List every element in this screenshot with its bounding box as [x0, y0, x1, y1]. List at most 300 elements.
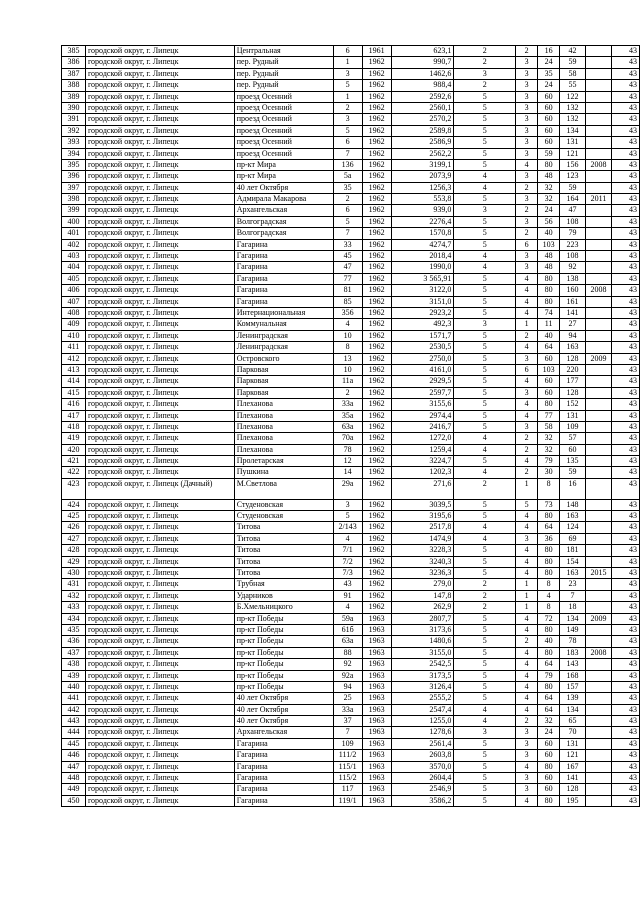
municipality-cell: городской округ, г. Липецк: [85, 194, 234, 205]
apartments-cell: 4: [538, 590, 560, 601]
house-number-cell: 92а: [333, 670, 362, 681]
street-cell: Гагарина: [234, 773, 333, 784]
area-cell: 1202,3: [391, 467, 454, 478]
floors-cell: 5: [454, 285, 516, 296]
row-number: 407: [62, 296, 86, 307]
value-cell: 43: [612, 353, 640, 364]
value-cell: 43: [612, 716, 640, 727]
street-cell: Плеханова: [234, 399, 333, 410]
table-row: [62, 716, 640, 727]
residents-cell: 183: [560, 647, 586, 658]
table-row: [62, 364, 640, 375]
row-number: 410: [62, 330, 86, 341]
row-number: 435: [62, 624, 86, 635]
floors-cell: 4: [454, 467, 516, 478]
build-year-cell: 1961: [362, 46, 391, 57]
area-cell: 271,6: [391, 478, 454, 499]
apartments-cell: 60: [538, 773, 560, 784]
house-number-cell: 2/143: [333, 522, 362, 533]
house-number-cell: 85: [333, 296, 362, 307]
area-cell: 3155,6: [391, 399, 454, 410]
row-number: 394: [62, 148, 86, 159]
municipality-cell: городской округ, г. Липецк: [85, 364, 234, 375]
floors-cell: 4: [454, 433, 516, 444]
entrances-cell: 3: [516, 387, 538, 398]
floors-cell: 5: [454, 545, 516, 556]
value-cell: 43: [612, 545, 640, 556]
residents-cell: 163: [560, 511, 586, 522]
area-cell: 1259,4: [391, 444, 454, 455]
build-year-cell: 1963: [362, 636, 391, 647]
table-row: [62, 704, 640, 715]
entrances-cell: 4: [516, 376, 538, 387]
residents-cell: 160: [560, 285, 586, 296]
repair-year-cell: [586, 636, 612, 647]
build-year-cell: 1962: [362, 522, 391, 533]
entrances-cell: 1: [516, 478, 538, 499]
street-cell: 40 лет Октября: [234, 182, 333, 193]
residents-cell: 128: [560, 387, 586, 398]
area-cell: 2073,9: [391, 171, 454, 182]
repair-year-cell: [586, 330, 612, 341]
build-year-cell: 1963: [362, 681, 391, 692]
value-cell: 43: [612, 125, 640, 136]
repair-year-cell: [586, 670, 612, 681]
street-cell: Ленинградская: [234, 342, 333, 353]
repair-year-cell: [586, 239, 612, 250]
street-cell: Гагарина: [234, 239, 333, 250]
house-number-cell: 7: [333, 148, 362, 159]
house-number-cell: 5а: [333, 171, 362, 182]
build-year-cell: 1962: [362, 376, 391, 387]
floors-cell: 5: [454, 159, 516, 170]
apartments-cell: 80: [538, 567, 560, 578]
residents-cell: 135: [560, 456, 586, 467]
floors-cell: 5: [454, 795, 516, 806]
build-year-cell: 1962: [362, 421, 391, 432]
street-cell: Титова: [234, 567, 333, 578]
area-cell: 2560,1: [391, 102, 454, 113]
entrances-cell: 4: [516, 511, 538, 522]
street-cell: 40 лет Октября: [234, 704, 333, 715]
floors-cell: 4: [454, 171, 516, 182]
apartments-cell: 64: [538, 522, 560, 533]
table-row: [62, 659, 640, 670]
repair-year-cell: 2009: [586, 353, 612, 364]
value-cell: 43: [612, 681, 640, 692]
floors-cell: 4: [454, 716, 516, 727]
row-number: 448: [62, 773, 86, 784]
house-number-cell: 29а: [333, 478, 362, 499]
entrances-cell: 2: [516, 636, 538, 647]
repair-year-cell: [586, 681, 612, 692]
area-cell: 2929,5: [391, 376, 454, 387]
street-cell: Студеновская: [234, 511, 333, 522]
residents-cell: 128: [560, 353, 586, 364]
apartments-cell: 80: [538, 159, 560, 170]
table-row: [62, 410, 640, 421]
municipality-cell: городской округ, г. Липецк: [85, 784, 234, 795]
repair-year-cell: [586, 533, 612, 544]
table-row: [62, 773, 640, 784]
value-cell: 43: [612, 704, 640, 715]
table-row: [62, 681, 640, 692]
row-number: 425: [62, 511, 86, 522]
area-cell: 1256,3: [391, 182, 454, 193]
area-cell: 2592,6: [391, 91, 454, 102]
house-number-cell: 5: [333, 80, 362, 91]
house-number-cell: 59а: [333, 613, 362, 624]
area-cell: 279,0: [391, 579, 454, 590]
apartments-cell: 48: [538, 251, 560, 262]
floors-cell: 5: [454, 647, 516, 658]
entrances-cell: 4: [516, 659, 538, 670]
repair-year-cell: [586, 296, 612, 307]
build-year-cell: 1962: [362, 433, 391, 444]
value-cell: 43: [612, 102, 640, 113]
floors-cell: 5: [454, 738, 516, 749]
apartments-cell: 64: [538, 693, 560, 704]
row-number: 445: [62, 738, 86, 749]
apartments-cell: 59: [538, 148, 560, 159]
repair-year-cell: [586, 773, 612, 784]
floors-cell: 5: [454, 114, 516, 125]
residents-cell: 42: [560, 46, 586, 57]
municipality-cell: городской округ, г. Липецк: [85, 114, 234, 125]
apartments-cell: 80: [538, 296, 560, 307]
entrances-cell: 4: [516, 647, 538, 658]
build-year-cell: 1962: [362, 499, 391, 510]
municipality-cell: городской округ, г. Липецк: [85, 399, 234, 410]
area-cell: 2570,2: [391, 114, 454, 125]
table-row: [62, 727, 640, 738]
floors-cell: 5: [454, 228, 516, 239]
table-row: [62, 399, 640, 410]
value-cell: 43: [612, 727, 640, 738]
row-number: 411: [62, 342, 86, 353]
house-number-cell: 12: [333, 456, 362, 467]
row-number: 431: [62, 579, 86, 590]
apartments-cell: 32: [538, 716, 560, 727]
house-number-cell: 10: [333, 330, 362, 341]
area-cell: 553,8: [391, 194, 454, 205]
row-number: 441: [62, 693, 86, 704]
residents-cell: 23: [560, 579, 586, 590]
area-cell: 3155,0: [391, 647, 454, 658]
house-number-cell: 43: [333, 579, 362, 590]
entrances-cell: 3: [516, 262, 538, 273]
municipality-cell: городской округ, г. Липецк: [85, 159, 234, 170]
value-cell: 43: [612, 228, 640, 239]
floors-cell: 2: [454, 478, 516, 499]
repair-year-cell: [586, 137, 612, 148]
house-number-cell: 81: [333, 285, 362, 296]
municipality-cell: городской округ, г. Липецк: [85, 410, 234, 421]
repair-year-cell: [586, 511, 612, 522]
residents-cell: 181: [560, 545, 586, 556]
table-row: [62, 330, 640, 341]
street-cell: Б.Хмельницкого: [234, 602, 333, 613]
house-number-cell: 70а: [333, 433, 362, 444]
entrances-cell: 2: [516, 46, 538, 57]
house-number-cell: 78: [333, 444, 362, 455]
table-row: [62, 159, 640, 170]
apartments-cell: 74: [538, 307, 560, 318]
area-cell: 988,4: [391, 80, 454, 91]
entrances-cell: 2: [516, 205, 538, 216]
row-number: 417: [62, 410, 86, 421]
municipality-cell: городской округ, г. Липецк: [85, 68, 234, 79]
house-number-cell: 119/1: [333, 795, 362, 806]
street-cell: Пролетарская: [234, 456, 333, 467]
house-number-cell: 33а: [333, 704, 362, 715]
area-cell: 2547,4: [391, 704, 454, 715]
entrances-cell: 4: [516, 285, 538, 296]
municipality-cell: городской округ, г. Липецк: [85, 522, 234, 533]
row-number: 432: [62, 590, 86, 601]
street-cell: пер. Рудный: [234, 80, 333, 91]
residents-cell: 154: [560, 556, 586, 567]
residents-cell: 92: [560, 262, 586, 273]
house-number-cell: 7/3: [333, 567, 362, 578]
street-cell: Гагарина: [234, 761, 333, 772]
build-year-cell: 1962: [362, 171, 391, 182]
house-number-cell: 7: [333, 727, 362, 738]
build-year-cell: 1962: [362, 556, 391, 567]
apartments-cell: 80: [538, 681, 560, 692]
apartments-cell: 24: [538, 205, 560, 216]
repair-year-cell: [586, 433, 612, 444]
municipality-cell: городской округ, г. Липецк: [85, 750, 234, 761]
value-cell: 43: [612, 148, 640, 159]
apartments-cell: 32: [538, 194, 560, 205]
house-number-cell: 7: [333, 228, 362, 239]
apartments-cell: 60: [538, 353, 560, 364]
residents-cell: 167: [560, 761, 586, 772]
floors-cell: 5: [454, 307, 516, 318]
table-row: [62, 467, 640, 478]
row-number: 400: [62, 216, 86, 227]
entrances-cell: 3: [516, 91, 538, 102]
municipality-cell: городской округ, г. Липецк: [85, 716, 234, 727]
residents-cell: 27: [560, 319, 586, 330]
value-cell: 43: [612, 319, 640, 330]
residents-cell: 148: [560, 499, 586, 510]
value-cell: 43: [612, 670, 640, 681]
repair-year-cell: [586, 727, 612, 738]
residents-cell: 69: [560, 533, 586, 544]
municipality-cell: городской округ, г. Липецк: [85, 171, 234, 182]
apartments-cell: 80: [538, 273, 560, 284]
apartments-cell: 32: [538, 444, 560, 455]
repair-year-cell: [586, 704, 612, 715]
row-number: 447: [62, 761, 86, 772]
floors-cell: 5: [454, 387, 516, 398]
apartments-cell: 80: [538, 399, 560, 410]
street-cell: пр-кт Победы: [234, 636, 333, 647]
table-row: [62, 478, 640, 499]
floors-cell: 2: [454, 602, 516, 613]
build-year-cell: 1962: [362, 148, 391, 159]
repair-year-cell: [586, 387, 612, 398]
row-number: 418: [62, 421, 86, 432]
entrances-cell: 6: [516, 239, 538, 250]
residents-cell: 134: [560, 125, 586, 136]
table-row: [62, 750, 640, 761]
house-number-cell: 115/1: [333, 761, 362, 772]
municipality-cell: городской округ, г. Липецк: [85, 590, 234, 601]
residents-cell: 59: [560, 182, 586, 193]
value-cell: 43: [612, 636, 640, 647]
apartments-cell: 30: [538, 467, 560, 478]
floors-cell: 5: [454, 421, 516, 432]
repair-year-cell: [586, 659, 612, 670]
residents-cell: 139: [560, 693, 586, 704]
entrances-cell: 4: [516, 522, 538, 533]
table-row: [62, 262, 640, 273]
floors-cell: 5: [454, 342, 516, 353]
value-cell: 43: [612, 307, 640, 318]
apartments-cell: 56: [538, 216, 560, 227]
house-number-cell: 8: [333, 342, 362, 353]
residents-cell: 156: [560, 159, 586, 170]
entrances-cell: 3: [516, 738, 538, 749]
area-cell: 492,3: [391, 319, 454, 330]
row-number: 404: [62, 262, 86, 273]
repair-year-cell: [586, 205, 612, 216]
repair-year-cell: [586, 761, 612, 772]
floors-cell: 5: [454, 499, 516, 510]
residents-cell: 132: [560, 102, 586, 113]
entrances-cell: 2: [516, 228, 538, 239]
street-cell: Плеханова: [234, 410, 333, 421]
table-row: [62, 556, 640, 567]
entrances-cell: 4: [516, 795, 538, 806]
street-cell: Гагарина: [234, 262, 333, 273]
area-cell: 2555,2: [391, 693, 454, 704]
table-row: [62, 57, 640, 68]
entrances-cell: 4: [516, 159, 538, 170]
build-year-cell: 1963: [362, 624, 391, 635]
street-cell: Гагарина: [234, 296, 333, 307]
street-cell: Архангельская: [234, 205, 333, 216]
municipality-cell: городской округ, г. Липецк: [85, 387, 234, 398]
row-number: 419: [62, 433, 86, 444]
entrances-cell: 1: [516, 579, 538, 590]
entrances-cell: 3: [516, 68, 538, 79]
municipality-cell: городской округ, г. Липецк: [85, 467, 234, 478]
floors-cell: 5: [454, 670, 516, 681]
street-cell: М.Светлова: [234, 478, 333, 499]
repair-year-cell: [586, 499, 612, 510]
entrances-cell: 5: [516, 499, 538, 510]
entrances-cell: 4: [516, 296, 538, 307]
house-number-cell: 13: [333, 353, 362, 364]
residents-cell: 108: [560, 216, 586, 227]
street-cell: Центральная: [234, 46, 333, 57]
build-year-cell: 1962: [362, 590, 391, 601]
area-cell: 2562,2: [391, 148, 454, 159]
area-cell: 4161,0: [391, 364, 454, 375]
entrances-cell: 4: [516, 567, 538, 578]
street-cell: Парковая: [234, 364, 333, 375]
area-cell: 2603,8: [391, 750, 454, 761]
apartments-cell: 48: [538, 262, 560, 273]
row-number: 442: [62, 704, 86, 715]
residents-cell: 149: [560, 624, 586, 635]
municipality-cell: городской округ, г. Липецк: [85, 91, 234, 102]
area-cell: 3173,5: [391, 670, 454, 681]
house-number-cell: 33а: [333, 399, 362, 410]
municipality-cell: городской округ, г. Липецк: [85, 433, 234, 444]
build-year-cell: 1962: [362, 91, 391, 102]
house-number-cell: 77: [333, 273, 362, 284]
repair-year-cell: [586, 57, 612, 68]
repair-year-cell: [586, 114, 612, 125]
row-number: 409: [62, 319, 86, 330]
build-year-cell: 1962: [362, 285, 391, 296]
residents-cell: 128: [560, 784, 586, 795]
residents-cell: 121: [560, 750, 586, 761]
entrances-cell: 2: [516, 330, 538, 341]
build-year-cell: 1963: [362, 659, 391, 670]
area-cell: 1570,8: [391, 228, 454, 239]
build-year-cell: 1962: [362, 125, 391, 136]
area-cell: 262,9: [391, 602, 454, 613]
residents-cell: 59: [560, 57, 586, 68]
repair-year-cell: [586, 579, 612, 590]
area-cell: 2416,7: [391, 421, 454, 432]
municipality-cell: городской округ, г. Липецк: [85, 330, 234, 341]
entrances-cell: 3: [516, 57, 538, 68]
build-year-cell: 1962: [362, 137, 391, 148]
row-number: 408: [62, 307, 86, 318]
street-cell: Студеновская: [234, 499, 333, 510]
row-number: 449: [62, 784, 86, 795]
floors-cell: 4: [454, 262, 516, 273]
apartments-cell: 40: [538, 636, 560, 647]
table-row: [62, 545, 640, 556]
table-row: [62, 342, 640, 353]
value-cell: 43: [612, 693, 640, 704]
house-number-cell: 1: [333, 91, 362, 102]
floors-cell: 2: [454, 46, 516, 57]
entrances-cell: 4: [516, 399, 538, 410]
floors-cell: 5: [454, 194, 516, 205]
value-cell: 43: [612, 273, 640, 284]
value-cell: 43: [612, 387, 640, 398]
table-row: [62, 421, 640, 432]
floors-cell: 5: [454, 102, 516, 113]
apartments-cell: 36: [538, 533, 560, 544]
table-row: [62, 239, 640, 250]
build-year-cell: 1962: [362, 296, 391, 307]
row-number: 392: [62, 125, 86, 136]
value-cell: 43: [612, 410, 640, 421]
build-year-cell: 1963: [362, 750, 391, 761]
row-number: 423: [62, 478, 86, 499]
house-number-cell: 33: [333, 239, 362, 250]
row-number: 430: [62, 567, 86, 578]
municipality-cell: городской округ, г. Липецк: [85, 647, 234, 658]
municipality-cell: городской округ, г. Липецк: [85, 57, 234, 68]
row-number: 444: [62, 727, 86, 738]
value-cell: 43: [612, 567, 640, 578]
municipality-cell: городской округ, г. Липецк: [85, 727, 234, 738]
table-row: [62, 251, 640, 262]
value-cell: 43: [612, 511, 640, 522]
table-row: [62, 137, 640, 148]
